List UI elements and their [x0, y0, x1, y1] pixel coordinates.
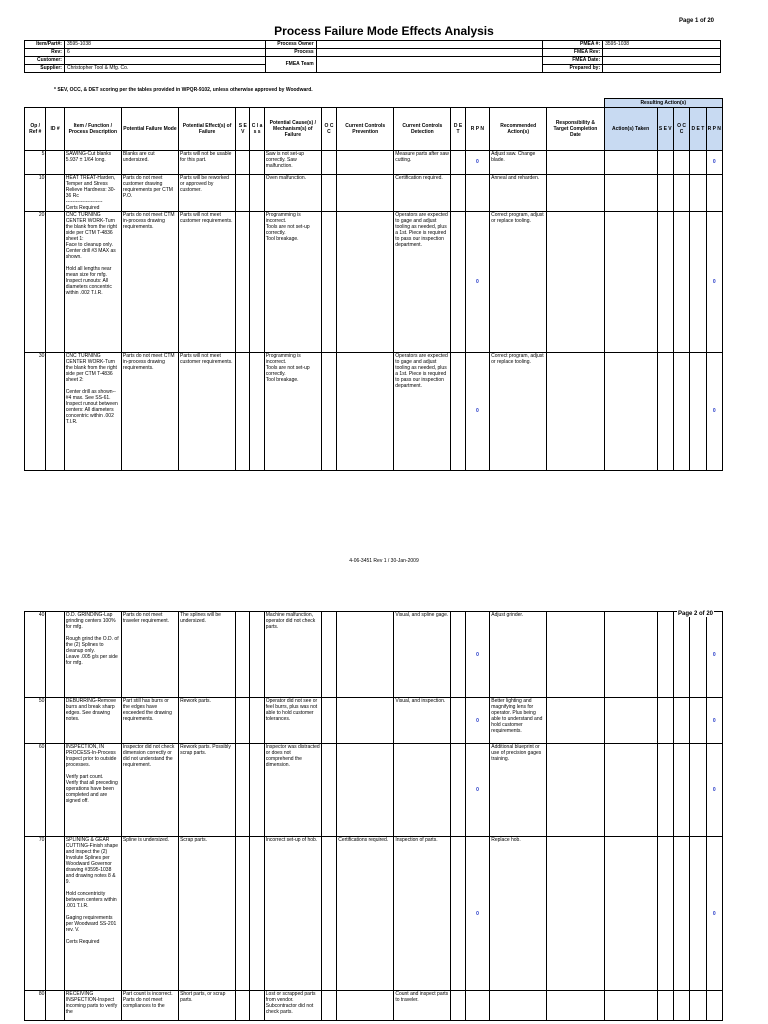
process-owner-value — [316, 41, 543, 49]
op-cell: 30 — [25, 352, 46, 470]
col-sev: S E V — [236, 107, 250, 150]
result-rpn-cell: 0 — [706, 211, 722, 352]
prevention-cell — [337, 612, 394, 698]
cause-cell: Operator did not see or feel burrs, plus was not able to hold customer tolerances. — [264, 698, 321, 744]
responsibility-cell — [547, 150, 604, 174]
detection-cell: Inspection of parts. — [394, 837, 451, 991]
id-cell — [46, 744, 64, 837]
op-cell: 80 — [25, 991, 46, 1021]
actions-taken-cell — [604, 352, 657, 470]
table-row — [25, 211, 723, 352]
result-rpn-cell — [706, 174, 722, 211]
result-sev-cell — [657, 837, 673, 991]
result-sev-cell — [657, 612, 673, 698]
failure-effect-cell: Scrap parts. — [179, 837, 236, 991]
occ-cell — [321, 837, 336, 991]
function-cell: INSPECTION, IN PROCESS-In-Process Inspect prior to outside processes. Verify part count. Verify that all preceding operations have been completed and are signed off. — [64, 744, 121, 837]
actions-taken-cell — [604, 991, 657, 1021]
responsibility-cell — [547, 352, 604, 470]
failure-mode-cell: Parts do not meet traveler requirement. — [121, 612, 178, 698]
sev-cell — [236, 211, 250, 352]
failure-effect-cell: Parts will not meet customer requirements. — [179, 352, 236, 470]
responsibility-cell — [547, 211, 604, 352]
id-cell — [46, 837, 64, 991]
det-cell — [451, 612, 465, 698]
table-row — [25, 612, 723, 698]
result-occ-cell — [673, 991, 689, 1021]
op-cell: 50 — [25, 698, 46, 744]
cause-cell: Machine malfunction, operator did not check parts. — [264, 612, 321, 698]
col-detection: Current Controls Detection — [394, 107, 451, 150]
det-cell — [451, 698, 465, 744]
id-cell — [46, 698, 64, 744]
document-footer: 4-06-3451 Rev 1 / 30-Jan-2009 — [349, 558, 419, 564]
class-cell — [250, 211, 264, 352]
recommended-cell: Correct program, adjust or replace tooling. — [490, 352, 547, 470]
prevention-cell — [337, 698, 394, 744]
result-rpn-cell: 0 — [706, 150, 722, 174]
cause-cell: Lost or scrapped parts from vendor. Subcontractor did not check parts. — [264, 991, 321, 1021]
detection-cell: Count and inspect parts to traveler. — [394, 991, 451, 1021]
class-cell — [250, 150, 264, 174]
sev-cell — [236, 698, 250, 744]
result-det-cell — [690, 352, 706, 470]
function-cell: O.D. GRINDING-Lap grinding centers 100% for mfg. Rough grind the O.D. of the (2) Splines to cleanup only. Leave .005 g/s per side for mfg. — [64, 612, 121, 698]
prevention-cell — [337, 150, 394, 174]
result-sev-cell — [657, 352, 673, 470]
detection-cell: Measure parts after saw cutting. — [394, 150, 451, 174]
function-cell: CNC TURNING CENTER WORK-Turn the blank from the right side per CTM T-4836 sheet 1: Face to cleanup only. Center drill #3 MAX as shown. Hold all lengths near mean size for mfg. Inspect runouts: All diameters concentric within .002 T.I.R. — [64, 211, 121, 352]
detection-cell — [394, 744, 451, 837]
prevention-cell — [337, 744, 394, 837]
header-info-table — [24, 40, 721, 73]
failure-mode-cell: Spline is undersized. — [121, 837, 178, 991]
class-cell — [250, 698, 264, 744]
supplier-value: Christopher Tool & Mfg. Co. — [64, 65, 265, 73]
cause-cell: Programming is incorrect. Tools are not set-up correctly. Tool breakage. — [264, 211, 321, 352]
failure-mode-cell: Blanks are cut undersized. — [121, 150, 178, 174]
function-cell: DEBURRING-Remove burrs and break sharp edges. See drawing notes. — [64, 698, 121, 744]
cause-cell: Saw is not set-up correctly. Saw malfunction. — [264, 150, 321, 174]
recommended-cell — [490, 991, 547, 1021]
failure-effect-cell: Parts will be reworked or approved by customer. — [179, 174, 236, 211]
actions-taken-cell — [604, 150, 657, 174]
table-row — [25, 991, 723, 1021]
process-value — [316, 49, 543, 57]
fmea-no-value: 3595-1038 — [603, 41, 721, 49]
failure-effect-cell: Rework parts. — [179, 698, 236, 744]
sev-cell — [236, 991, 250, 1021]
occ-cell — [321, 991, 336, 1021]
occ-cell — [321, 150, 336, 174]
recommended-cell: Adjust saw. Change blade. — [490, 150, 547, 174]
result-occ-cell — [673, 612, 689, 698]
customer-label: Customer: — [25, 57, 65, 65]
op-cell: 70 — [25, 837, 46, 991]
process-owner-label: Process Owner — [265, 41, 316, 49]
table-row — [25, 352, 723, 470]
function-cell: SAWING-Cut blanks 5.937 ± 1/64 long. — [64, 150, 121, 174]
occ-cell — [321, 211, 336, 352]
recommended-cell: Anneal and reharden. — [490, 174, 547, 211]
class-cell — [250, 612, 264, 698]
sev-cell — [236, 744, 250, 837]
fmea-date-label: FMEA Date: — [543, 57, 603, 65]
col-class: C l a s s — [250, 107, 264, 150]
recommended-cell: Replace hob. — [490, 837, 547, 991]
actions-taken-cell — [604, 837, 657, 991]
failure-mode-cell: Part still has burrs or the edges have exceeded the drawing requirements. — [121, 698, 178, 744]
class-cell — [250, 837, 264, 991]
fmea-date-value — [603, 57, 721, 65]
det-cell — [451, 744, 465, 837]
item-part-label: Item/Part#: — [25, 41, 65, 49]
detection-cell: Operators are expected to gage and adjust tooling as needed, plus a 1st. Piece is required to pass our inspection department. — [394, 211, 451, 352]
result-det-cell — [690, 174, 706, 211]
fmea-team-label: FMEA Team — [265, 57, 316, 73]
result-sev-cell — [657, 991, 673, 1021]
result-det-cell — [690, 211, 706, 352]
rpn-cell: 0 — [465, 612, 489, 698]
result-det-cell — [690, 991, 706, 1021]
occ-cell — [321, 744, 336, 837]
det-cell — [451, 150, 465, 174]
sev-cell — [236, 352, 250, 470]
result-occ-cell — [673, 174, 689, 211]
occ-cell — [321, 174, 336, 211]
header-spacer — [25, 99, 605, 108]
pfmea-rows-page1 — [25, 150, 723, 470]
responsibility-cell — [547, 698, 604, 744]
page-number-2: Page 2 of 20 — [677, 611, 713, 617]
cause-cell: Incorrect set-up of hob. — [264, 837, 321, 991]
pfmea-table-page1 — [24, 98, 723, 471]
actions-taken-cell — [604, 612, 657, 698]
table-row — [25, 698, 723, 744]
result-occ-cell — [673, 698, 689, 744]
prevention-cell: Certifications required. — [337, 837, 394, 991]
sev-cell — [236, 174, 250, 211]
failure-mode-cell: Inspector did not check dimension correctly or did not understand the requirement. — [121, 744, 178, 837]
failure-mode-cell: Part count is incorrect. Parts do not meet compliances to the — [121, 991, 178, 1021]
det-cell — [451, 352, 465, 470]
result-occ-cell — [673, 150, 689, 174]
prevention-cell — [337, 174, 394, 211]
col-failure-effect: Potential Effect(s) of Failure — [179, 107, 236, 150]
class-cell — [250, 174, 264, 211]
id-cell — [46, 211, 64, 352]
occ-cell — [321, 698, 336, 744]
responsibility-cell — [547, 744, 604, 837]
recommended-cell: Correct program, adjust or replace tooling. — [490, 211, 547, 352]
rpn-cell: 0 — [465, 352, 489, 470]
detection-cell: Visual, and inspection. — [394, 698, 451, 744]
function-cell: CNC TURNING CENTER WORK-Turn the blank from the right side per CTM T-4836 sheet 2: Center drill as shown--#4 max. See SS-61. Inspect runout between centers: All diameters concentric within .002 T.I.R. — [64, 352, 121, 470]
det-cell — [451, 174, 465, 211]
result-sev-cell — [657, 698, 673, 744]
table-row — [25, 150, 723, 174]
prepared-by-label: Prepared by: — [543, 65, 603, 73]
table-row — [25, 837, 723, 991]
rpn-cell: 0 — [465, 698, 489, 744]
result-det-cell — [690, 150, 706, 174]
result-sev-cell — [657, 211, 673, 352]
rpn-cell: 0 — [465, 837, 489, 991]
det-cell — [451, 211, 465, 352]
actions-taken-cell — [604, 211, 657, 352]
col-prevention: Current Controls Prevention — [337, 107, 394, 150]
result-det-cell — [690, 698, 706, 744]
fmea-no-label: PMEA #: — [543, 41, 603, 49]
detection-cell: Visual, and spline gage. — [394, 612, 451, 698]
result-rpn-cell: 0 — [706, 698, 722, 744]
scoring-note: * SEV, OCC, & DET scoring per the tables provided in WPQR-9102, unless otherwise approved by Woodward. — [54, 87, 313, 93]
page-number: Page 1 of 20 — [678, 18, 714, 24]
failure-effect-cell: Parts will not be usable for this part. — [179, 150, 236, 174]
cause-cell: Oven malfunction. — [264, 174, 321, 211]
result-occ-cell — [673, 211, 689, 352]
result-occ-cell — [673, 744, 689, 837]
occ-cell — [321, 612, 336, 698]
rpn-cell — [465, 991, 489, 1021]
col-occ: O C C — [321, 107, 336, 150]
rpn-cell: 0 — [465, 211, 489, 352]
fmea-team-value — [316, 57, 543, 73]
col-id: ID # — [46, 107, 64, 150]
op-cell: 5 — [25, 150, 46, 174]
failure-effect-cell: Rework parts. Possibly scrap parts. — [179, 744, 236, 837]
op-cell: 20 — [25, 211, 46, 352]
prevention-cell — [337, 352, 394, 470]
col-actions-taken: Action(s) Taken — [604, 107, 657, 150]
prepared-by-value — [603, 65, 721, 73]
table-row — [25, 744, 723, 837]
recommended-cell: Adjust grinder. — [490, 612, 547, 698]
rev-label: Rev: — [25, 49, 65, 57]
customer-value — [64, 57, 265, 65]
rpn-cell: 0 — [465, 150, 489, 174]
resulting-actions-header: Resulting Action(s) — [604, 99, 722, 108]
result-occ-cell — [673, 352, 689, 470]
col-result-occ: O C C — [673, 107, 689, 150]
id-cell — [46, 612, 64, 698]
actions-taken-cell — [604, 698, 657, 744]
col-det: D E T — [451, 107, 465, 150]
failure-effect-cell: Short parts, or scrap parts. — [179, 991, 236, 1021]
pfmea-rows-page2 — [25, 612, 723, 1021]
result-sev-cell — [657, 744, 673, 837]
id-cell — [46, 991, 64, 1021]
failure-mode-cell: Parts do not meet CTM in-process drawing requirements. — [121, 352, 178, 470]
col-op: Op / Ref # — [25, 107, 46, 150]
sev-cell — [236, 612, 250, 698]
result-sev-cell — [657, 150, 673, 174]
col-cause: Potential Cause(s) / Mechanism(s) of Failure — [264, 107, 321, 150]
col-rpn: R P N — [465, 107, 489, 150]
actions-taken-cell — [604, 174, 657, 211]
responsibility-cell — [547, 612, 604, 698]
cause-cell: Inspector was distracted or does not comprehend the dimension. — [264, 744, 321, 837]
op-cell: 60 — [25, 744, 46, 837]
recommended-cell: Additional blueprint or use of precision gages training. — [490, 744, 547, 837]
responsibility-cell — [547, 837, 604, 991]
detection-cell: Certification required. — [394, 174, 451, 211]
failure-effect-cell: Parts will not meet customer requirements. — [179, 211, 236, 352]
pfmea-table-page2 — [24, 611, 723, 1021]
op-cell: 10 — [25, 174, 46, 211]
prevention-cell — [337, 991, 394, 1021]
detection-cell: Operators are expected to gage and adjust tooling as needed, plus a 1st. Piece is required to pass our inspection department. — [394, 352, 451, 470]
result-rpn-cell: 0 — [706, 612, 722, 698]
fmea-rev-label: FMEA Rev: — [543, 49, 603, 57]
responsibility-cell — [547, 991, 604, 1021]
process-label: Process — [265, 49, 316, 57]
failure-effect-cell: The splines will be undersized. — [179, 612, 236, 698]
recommended-cell: Better lighting and magnifying lens for operator. Plus being able to understand and hold customer requirements. — [490, 698, 547, 744]
table-row — [25, 174, 723, 211]
fmea-rev-value — [603, 49, 721, 57]
result-sev-cell — [657, 174, 673, 211]
failure-mode-cell: Parts do not meet customer drawing requirements per CTM P.O. — [121, 174, 178, 211]
id-cell — [46, 352, 64, 470]
rpn-cell: 0 — [465, 744, 489, 837]
result-det-cell — [690, 612, 706, 698]
function-cell: HEAT TREAT-Harden, Temper and Stress Relieve Hardness: 30-36 Rc ---------------------- Certs Required — [64, 174, 121, 211]
result-det-cell — [690, 837, 706, 991]
result-occ-cell — [673, 837, 689, 991]
col-result-det: D E T — [690, 107, 706, 150]
result-rpn-cell — [706, 991, 722, 1021]
col-function: Item / Function / Process Description — [64, 107, 121, 150]
responsibility-cell — [547, 174, 604, 211]
supplier-label: Supplier: — [25, 65, 65, 73]
id-cell — [46, 150, 64, 174]
rev-value: 6 — [64, 49, 265, 57]
col-responsibility: Responsibility & Target Completion Date — [547, 107, 604, 150]
result-det-cell — [690, 744, 706, 837]
item-part-value: 3595-1038 — [64, 41, 265, 49]
rpn-cell — [465, 174, 489, 211]
det-cell — [451, 837, 465, 991]
result-rpn-cell: 0 — [706, 837, 722, 991]
col-result-rpn: R P N — [706, 107, 722, 150]
col-result-sev: S E V — [657, 107, 673, 150]
function-cell: SPLINING & GEAR CUTTING-Finish shape and inspect the (2) Involute Splines per Woodward Governor drawing #3595-1038 and drawing notes 8 & 9. Hold concentricity between centers within .001 T.I.R. Gaging requirements per Woodward SS-201 rev. V. Certs Required — [64, 837, 121, 991]
document-title: Process Failure Mode Effects Analysis — [274, 24, 494, 38]
function-cell: RECEIVING INSPECTION-Inspect incoming parts to verify the — [64, 991, 121, 1021]
failure-mode-cell: Parts do not meet CTM in-process drawing requirements. — [121, 211, 178, 352]
sev-cell — [236, 837, 250, 991]
occ-cell — [321, 352, 336, 470]
id-cell — [46, 174, 64, 211]
col-recommended: Recommended Action(s) — [490, 107, 547, 150]
op-cell: 40 — [25, 612, 46, 698]
det-cell — [451, 991, 465, 1021]
col-failure-mode: Potential Failure Mode — [121, 107, 178, 150]
sev-cell — [236, 150, 250, 174]
result-rpn-cell: 0 — [706, 744, 722, 837]
actions-taken-cell — [604, 744, 657, 837]
class-cell — [250, 991, 264, 1021]
prevention-cell — [337, 211, 394, 352]
class-cell — [250, 352, 264, 470]
class-cell — [250, 744, 264, 837]
cause-cell: Programming is incorrect. Tools are not set-up correctly. Tool breakage. — [264, 352, 321, 470]
result-rpn-cell: 0 — [706, 352, 722, 470]
